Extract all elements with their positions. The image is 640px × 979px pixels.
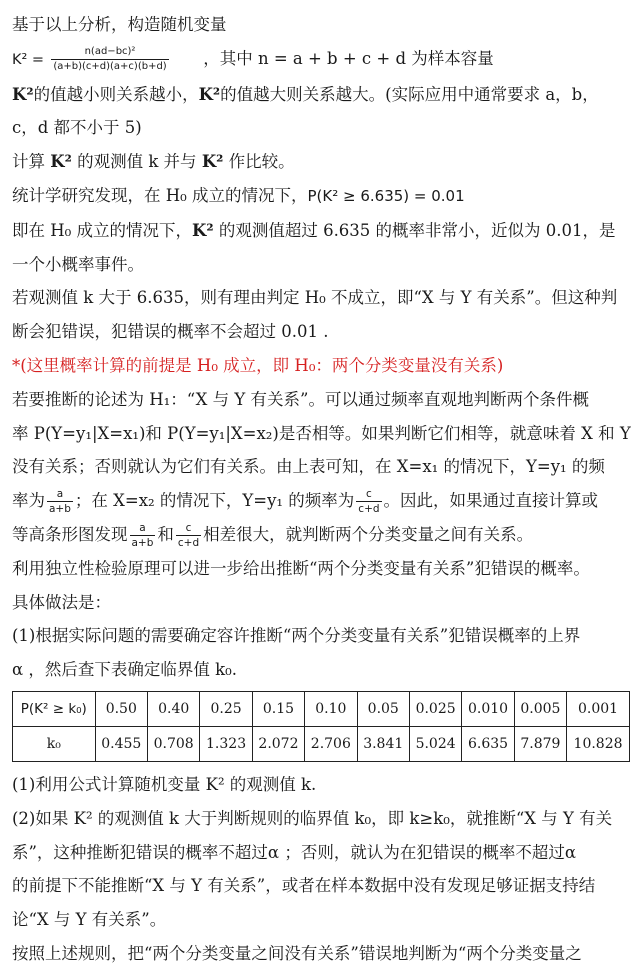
- text-line: 论“X 与 Y 有关系”。: [12, 910, 167, 930]
- text-line: [12, 78, 628, 112]
- text-span: 统计学研究发现，在 H₀ 成立的情况下，: [12, 185, 308, 205]
- fraction-c-over-cd: [356, 488, 381, 515]
- text-line: (1)根据实际问题的需要确定容许推断“两个分类变量有关系”犯错误概率的上界: [12, 626, 581, 646]
- fraction-a-over-ab: [130, 522, 156, 549]
- table-cell: 7.879: [514, 726, 566, 761]
- k2-bold: K²: [50, 152, 72, 172]
- table-cell: 0.10: [305, 691, 357, 726]
- fraction-a-over-ab: [47, 488, 73, 515]
- table-cell: 6.635: [462, 726, 514, 761]
- text-line: [12, 179, 628, 214]
- critical-value-table: [12, 691, 630, 762]
- text-line: 系”，这种推断犯错误的概率不超过α ；否则，就认为在犯错误的概率不超过α: [12, 842, 576, 862]
- text-line: 一个小概率事件。: [12, 254, 144, 274]
- text-span: 计算: [12, 152, 51, 172]
- k2-fraction: [51, 46, 168, 73]
- formula-line: [12, 42, 628, 78]
- text-line: 利用独立性检验原理可以进一步给出推断“两个分类变量有关系”犯错误的概率。: [12, 558, 590, 578]
- text-line: (1)利用公式计算随机变量 K² 的观测值 k.: [12, 774, 317, 794]
- text-span: 相差很大，就判断两个分类变量之间有关系。: [203, 524, 534, 544]
- fraction-denominator: c+d: [358, 503, 380, 516]
- text-line: 没有关系；否则就认为它们有关系。由上表可知，在 X=x₁ 的情况下，Y=y₁ 的频: [12, 457, 605, 477]
- table-cell: 0.455: [95, 726, 147, 761]
- k2-bold: K²: [201, 152, 224, 172]
- table-row: [13, 726, 630, 761]
- fraction-numerator: n(ad−bc)²: [84, 45, 136, 57]
- k2-bold: K²: [12, 84, 34, 104]
- table-cell: 0.05: [357, 691, 409, 726]
- fraction-numerator: a: [56, 488, 64, 501]
- table-header-cell: P(K² ≥ k₀): [13, 691, 96, 726]
- table-cell: 0.005: [514, 691, 566, 726]
- formula-tail: ，其中 n = a + b + c + d 为样本容量: [203, 48, 494, 68]
- text-span: 。因此，如果通过直接计算或: [383, 491, 599, 511]
- text-line: 基于以上分析，构造随机变量: [12, 15, 227, 34]
- text-line: 若要推断的论述为 H₁：“X 与 Y 有关系”。可以通过频率直观地判断两个条件概: [12, 389, 589, 409]
- table-cell: 0.001: [567, 691, 630, 726]
- text-line: 若观测值 k 大于 6.635，则有理由判定 H₀ 不成立，即“X 与 Y 有关系”。但这种判: [12, 288, 618, 308]
- fraction-numerator: c: [366, 488, 372, 501]
- fraction-denominator: (a+b)(c+d)(a+c)(b+d): [53, 60, 167, 72]
- text-span: 即在 H₀ 成立的情况下，: [12, 220, 192, 240]
- table-cell: 0.708: [147, 726, 199, 761]
- fraction-numerator: a: [139, 521, 146, 534]
- text-span: 和: [157, 524, 174, 544]
- table-cell: 0.40: [147, 691, 199, 726]
- fraction-c-over-cd: [176, 522, 201, 549]
- text-span: 的观测值 k 并与: [71, 152, 202, 172]
- table-cell: 0.15: [252, 691, 304, 726]
- text-line: 率 P(Y=y₁|X=x₁)和 P(Y=y₁|X=x₂)是否相等。如果判断它们相等，就意味着 X 和 Y: [12, 423, 631, 443]
- text-span: 等高条形图发现: [12, 524, 128, 544]
- text-line: 按照上述规则，把“两个分类变量之间没有关系”错误地判断为“两个分类变量之: [12, 943, 582, 963]
- text-span: 的观测值超过 6.635 的概率非常小，近似为 0.01，是: [213, 220, 616, 240]
- text-line: [12, 484, 628, 518]
- table-cell: 1.323: [200, 726, 252, 761]
- table-cell: 0.25: [200, 691, 252, 726]
- text-line: c，d 都不小于 5): [12, 118, 142, 138]
- k2-bold: K²: [192, 220, 214, 240]
- table-cell: 0.50: [95, 691, 147, 726]
- text-span: 的值越大则关系越大。(实际应用中通常要求 a，b，: [220, 84, 599, 104]
- text-line: 断会犯错误，犯错误的概率不会超过 0.01 .: [12, 322, 329, 342]
- text-span: 的值越小则关系越小，: [33, 84, 199, 104]
- text-line: [12, 145, 628, 179]
- fraction-denominator: a+b: [131, 536, 154, 549]
- probability-formula: P(K² ≥ 6.635) = 0.01: [307, 186, 465, 205]
- table-header-cell: k₀: [13, 726, 96, 761]
- text-line: [12, 214, 628, 248]
- table-cell: 3.841: [357, 726, 409, 761]
- text-line: 具体做法是：: [12, 592, 111, 612]
- text-span: 率为: [12, 491, 45, 511]
- table-cell: 0.010: [462, 691, 514, 726]
- table-cell: 5.024: [409, 726, 461, 761]
- fraction-numerator: c: [185, 521, 192, 534]
- text-line: α ，然后查下表确定临界值 k₀.: [12, 660, 237, 680]
- text-line: [12, 518, 628, 552]
- text-line: 的前提下不能推断“X 与 Y 有关系”，或者在样本数据中没有发现足够证据支持结: [12, 876, 596, 896]
- text-span: ；在 X=x₂ 的情况下，Y=y₁ 的频率为: [74, 491, 355, 511]
- text-span: 作比较。: [223, 152, 295, 172]
- k2-bold: K²: [198, 84, 221, 104]
- fraction-denominator: c+d: [177, 536, 200, 549]
- k2-symbol: K² =: [12, 51, 45, 68]
- table-cell: 10.828: [567, 726, 630, 761]
- table-cell: 2.706: [305, 726, 357, 761]
- text-line: (2)如果 K² 的观测值 k 大于判断规则的临界值 k₀，即 k≥k₀，就推断“X 与 Y 有关: [12, 808, 613, 828]
- table-cell: 0.025: [409, 691, 461, 726]
- table-row: [13, 691, 630, 726]
- red-note: *(这里概率计算的前提是 H₀ 成立，即 H₀：两个分类变量没有关系): [12, 355, 504, 375]
- fraction-denominator: a+b: [49, 503, 71, 516]
- table-cell: 2.072: [252, 726, 304, 761]
